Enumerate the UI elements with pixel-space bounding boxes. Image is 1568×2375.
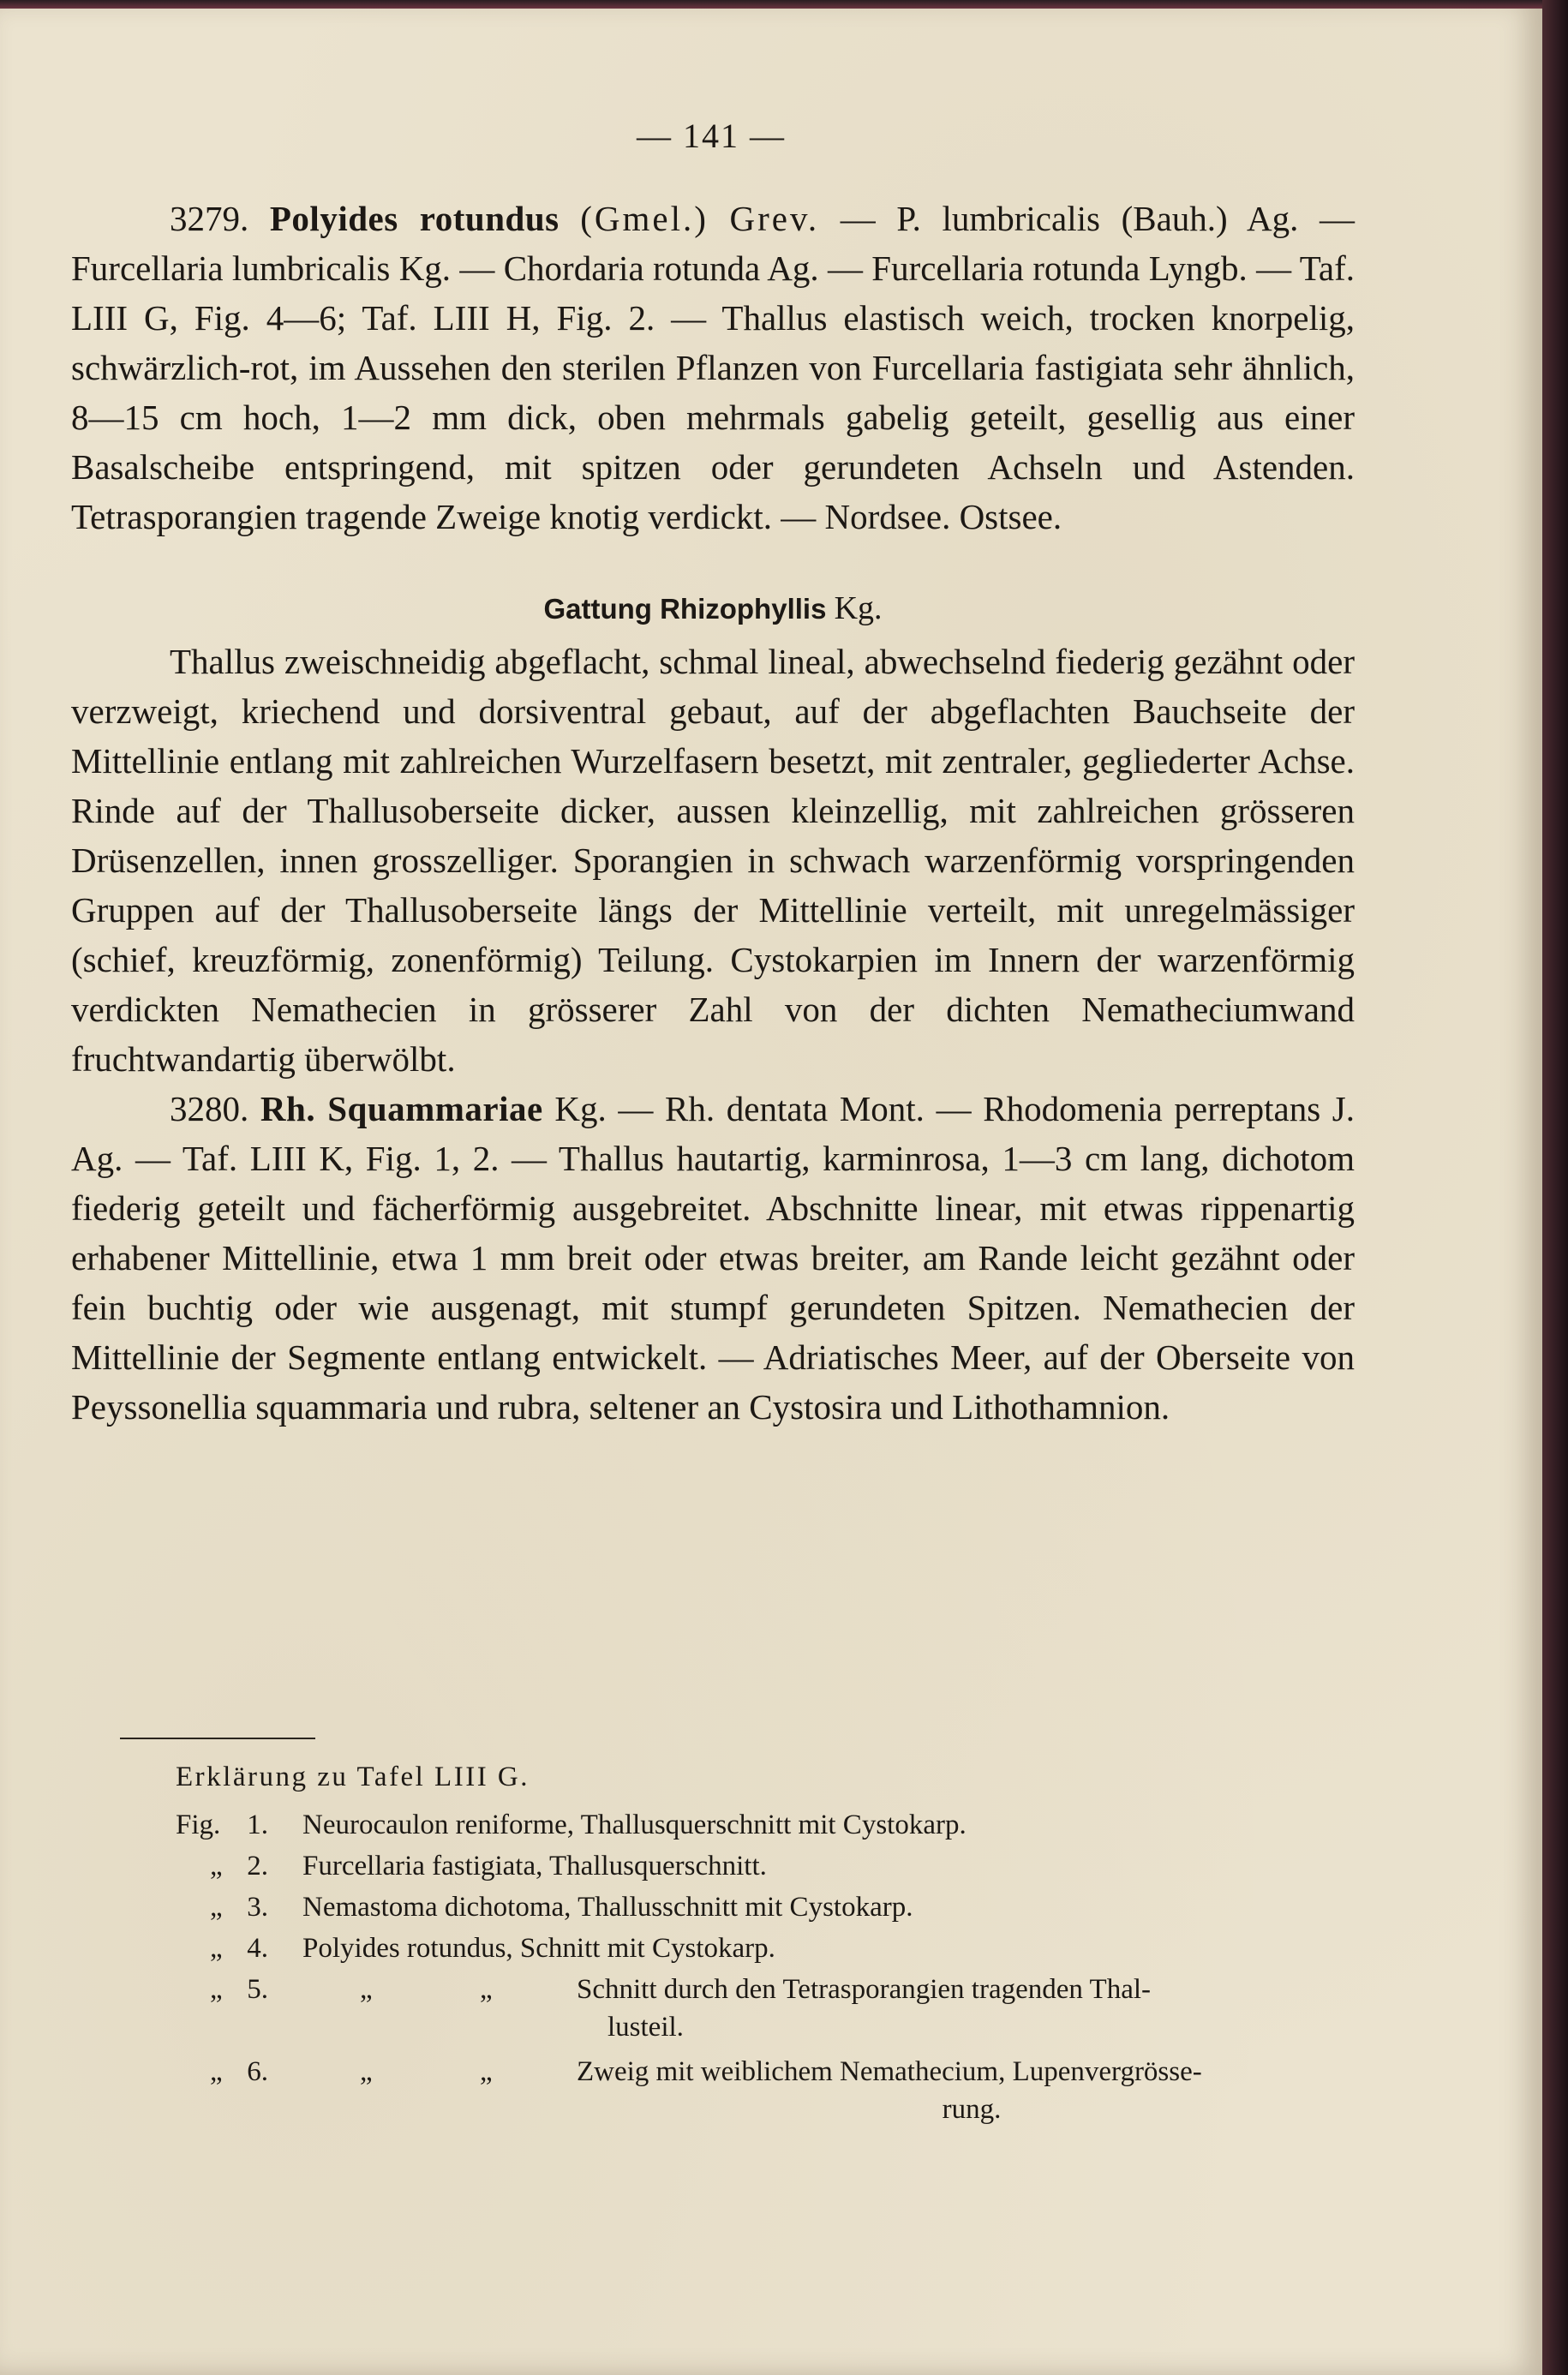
genus-name: Gattung Rhizophyllis: [543, 593, 827, 625]
fig-number: 6.: [247, 2056, 268, 2087]
species-author: (Gmel.): [580, 199, 709, 238]
page-top-edge: [0, 0, 1568, 9]
ditto-mark: „: [210, 1892, 223, 1923]
fig-caption-line: Schnitt durch den Tetrasporangien tragenden Thal-: [577, 1974, 1152, 2005]
fig-caption: Nemastoma dichotoma, Thallusschnitt mit Cystokarp.: [302, 1892, 913, 1923]
ditto-mark: „: [360, 2056, 373, 2087]
species-entry-3280: [71, 1084, 1355, 1432]
genus-description: Thallus zweischneidig abgeflacht, schmal lineal, abwechselnd fiederig gezähnt oder verzweigt, kriechend und dorsiventral gebaut, auf der abgeflachten Bauchseite der Mittellinie entlang mit zahlreichen Wurzelfasern besetzt, mit zentraler, gegliederter Achse. Rinde auf der Thallusoberseite dicker, aussen kleinzellig, mit zahlreichen grösseren Drüsenzellen, innen grosszelliger. Sporangien in schwach warzenförmig vorspringenden Gruppen auf der Thallusoberseite längs der Mittellinie verteilt, mit unregelmässiger (schief, kreuzförmig, zonenförmig) Teilung. Cystokarpien im Innern der warzenförmig verdickten Nemathecien in grösserer Zahl von der dichten Nematheciumwand fruchtwandartig überwölbt.: [71, 642, 1355, 1079]
plate-legend: [176, 1758, 1367, 2135]
fig-caption-continuation: rung.: [942, 2094, 1002, 2125]
legend-title: Erklärung zu Tafel LIII G.: [176, 1762, 530, 1792]
species-number: 3280.: [170, 1089, 249, 1128]
fig-caption: Polyides rotundus, Schnitt mit Cystokarp.: [302, 1933, 775, 1964]
ditto-mark: „: [480, 2056, 493, 2087]
fig-number: 4.: [247, 1933, 268, 1964]
ditto-mark: „: [210, 1851, 223, 1881]
ditto-mark: „: [210, 1974, 223, 2005]
species-description: — Rh. dentata Mont. — Rhodomenia perreptans J. Ag. — Taf. LIII K, Fig. 1, 2. — Thallus hautartig, karminrosa, 1—3 cm lang, dichotom fiederig geteilt und fächerförmig ausgebreitet. Abschnitte linear, mit etwas rippenartig erhabener Mittellinie, etwa 1 mm breit oder etwas breiter, am Rande leicht gezähnt oder fein buchtig oder wie ausgenagt, mit stumpf gerundeten Spitzen. Nemathecien der Mittellinie der Segmente entlang entwickelt. — Adriatisches Meer, auf der Oberseite von Peyssonellia squammaria und rubra, seltener an Cystosira und Lithothamnion.: [71, 1089, 1356, 1427]
species-description: — P. lumbricalis (Bauh.) Ag. — Furcellaria lumbricalis Kg. — Chordaria rotunda Ag. — Furcellaria rotunda Lyngb. — Taf. LIII G, Fig. 4—6; Taf. LIII H, Fig. 2. — Thallus elastisch weich, trocken knorpelig, schwärzlich-rot, im Aussehen den sterilen Pflanzen von Furcellaria fastigiata sehr ähnlich, 8—15 cm hoch, 1—2 mm dick, oben mehrmals gabelig geteilt, gesellig aus einer Basalscheibe entspringend, mit spitzen oder gerundeten Achseln und Astenden. Tetrasporangien tragende Zweige knotig verdickt. — Nordsee. Ostsee.: [71, 199, 1356, 536]
species-number: 3279.: [170, 199, 249, 238]
fig-label: Fig.: [176, 1810, 221, 1840]
species-author: Kg.: [554, 1089, 607, 1128]
legend-item: [176, 1847, 1367, 1888]
fig-caption-continuation: lusteil.: [607, 2012, 684, 2043]
ditto-mark: „: [210, 1933, 223, 1964]
ditto-mark: „: [360, 1974, 373, 2005]
species-name: Rh. Squammariae: [260, 1089, 543, 1128]
page-number: — 141 —: [637, 117, 786, 155]
species-name: Polyides rotundus: [269, 199, 560, 238]
legend-item: [176, 2053, 1367, 2135]
species-entry-3279: [71, 194, 1355, 541]
species-author-2: Grev.: [729, 199, 820, 238]
genus-author: Kg.: [834, 590, 883, 626]
main-text: [71, 194, 1355, 1432]
fig-caption: Neurocaulon reniforme, Thallusquerschnitt mit Cystokarp.: [302, 1810, 967, 1840]
fig-caption: Furcellaria fastigiata, Thallusquerschnitt.: [302, 1851, 767, 1881]
legend-item: [176, 1888, 1367, 1929]
fig-caption: [577, 1971, 1367, 2046]
fig-caption-line: Zweig mit weiblichem Nemathecium, Lupenvergrösse-: [577, 2056, 1202, 2087]
fig-number: 2.: [247, 1851, 268, 1881]
ditto-mark: „: [480, 1974, 493, 2005]
fig-number: 3.: [247, 1892, 268, 1923]
legend-item: [176, 1971, 1367, 2053]
fig-caption: [577, 2053, 1367, 2128]
legend-item: [176, 1929, 1367, 1971]
footnote-divider: [120, 1738, 315, 1739]
fig-number: 5.: [247, 1974, 268, 2005]
fig-number: 1.: [247, 1810, 268, 1840]
genus-heading: [71, 589, 1355, 628]
ditto-mark: „: [210, 2056, 223, 2087]
legend-item: [176, 1806, 1367, 1847]
book-binding-edge: [1542, 0, 1568, 2375]
